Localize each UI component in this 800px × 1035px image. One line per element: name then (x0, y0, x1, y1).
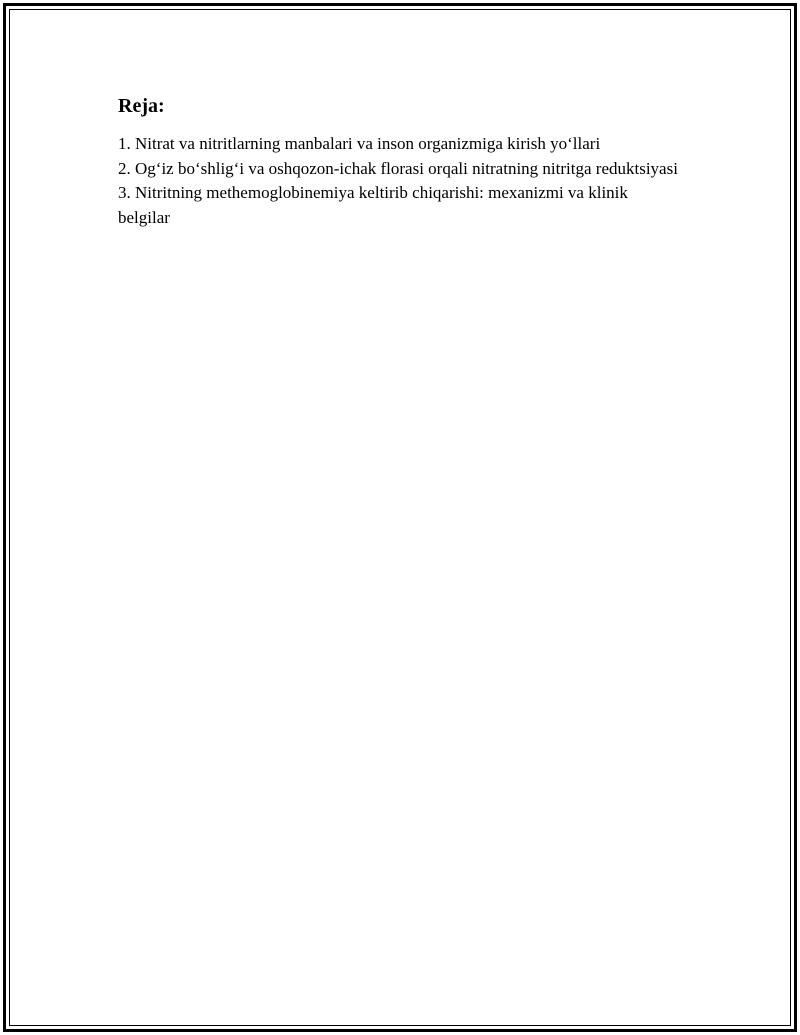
plan-list (118, 132, 678, 230)
plan-item-2: 2. Og‘iz bo‘shlig‘i va oshqozon-ichak florasi orqali nitratning nitritga reduktsiyasi (118, 158, 678, 178)
plan-heading: Reja: (118, 95, 165, 117)
plan-item-1: 1. Nitrat va nitritlarning manbalari va inson organizmiga kirish yo‘llari (118, 134, 601, 153)
plan-item-3: 3. Nitritning methemoglobinemiya keltirib chiqarishi: mexanizmi va klinik belgilar (118, 183, 628, 227)
page-content (118, 94, 678, 230)
